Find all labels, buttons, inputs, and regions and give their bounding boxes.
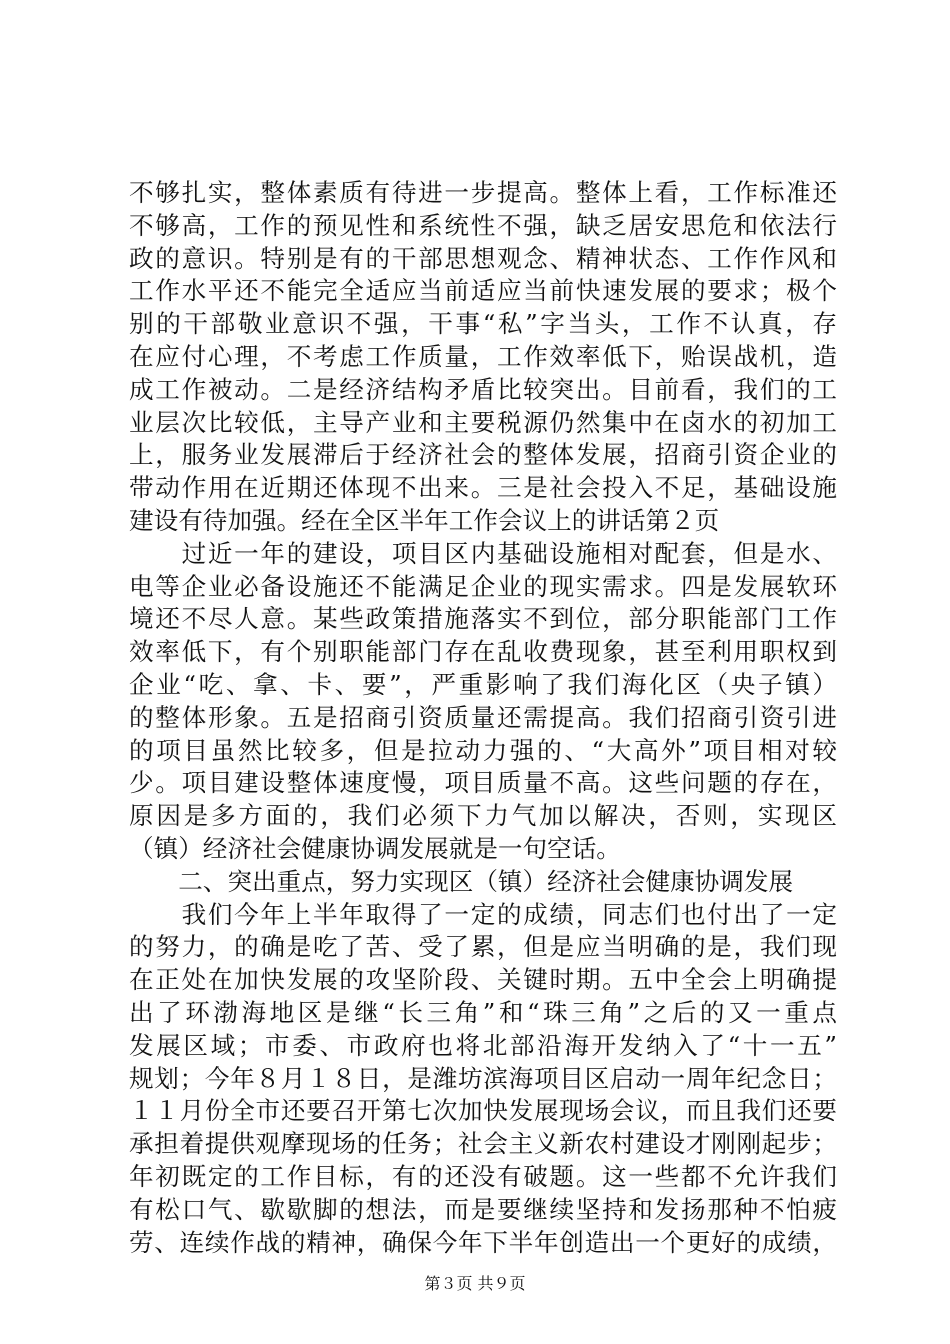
text-line: １１月份全市还要召开第七次加快发展现场会议，而且我们还要 — [129, 1096, 837, 1126]
text-line: 业层次比较低，主导产业和主要税源仍然集中在卤水的初加工 — [129, 407, 837, 437]
text-line: 劳、连续作战的精神，确保今年下半年创造出一个更好的成绩， — [129, 1227, 837, 1257]
text-line: 的努力，的确是吃了苦、受了累，但是应当明确的是，我们现 — [129, 932, 837, 962]
text-line: 少。项目建设整体速度慢，项目质量不高。这些问题的存在， — [129, 768, 837, 798]
text-line: 不够高，工作的预见性和系统性不强，缺乏居安思危和依法行 — [129, 210, 837, 240]
document-body — [129, 177, 837, 1259]
text-line: 规划；今年８月１８日，是潍坊滨海项目区启动一周年纪念日； — [129, 1063, 837, 1093]
text-line: 境还不尽人意。某些政策措施落实不到位，部分职能部门工作 — [129, 604, 837, 634]
text-line: 我们今年上半年取得了一定的成绩，同志们也付出了一定 — [129, 899, 837, 929]
text-line: 的项目虽然比较多，但是拉动力强的、“大高外”项目相对较 — [129, 735, 837, 765]
text-line: 电等企业必备设施还不能满足企业的现实需求。四是发展软环 — [129, 571, 837, 601]
text-line: 在应付心理，不考虑工作质量，工作效率低下，贻误战机，造 — [129, 341, 837, 371]
text-line: 原因是多方面的，我们必须下力气加以解决，否则，实现区 — [129, 801, 837, 831]
text-line: 发展区域；市委、市政府也将北部沿海开发纳入了“十一五” — [129, 1030, 837, 1060]
text-line: 在正处在加快发展的攻坚阶段、关键时期。五中全会上明确提 — [129, 965, 837, 995]
text-line: 别的干部敬业意识不强，干事“私”字当头，工作不认真，存 — [129, 309, 837, 339]
text-line: 建设有待加强。经在全区半年工作会议上的讲话第２页 — [129, 505, 720, 535]
page-footer: 第３页 共９页 — [424, 1274, 526, 1293]
text-line: 上，服务业发展滞后于经济社会的整体发展，招商引资企业的 — [129, 440, 837, 470]
text-line: 有松口气、歇歇脚的想法，而是要继续坚持和发扬那种不怕疲 — [129, 1194, 837, 1224]
text-line: 带动作用在近期还体现不出来。三是社会投入不足，基础设施 — [129, 473, 837, 503]
text-line: 政的意识。特别是有的干部思想观念、精神状态、工作作风和 — [129, 243, 837, 273]
text-line: 过近一年的建设，项目区内基础设施相对配套，但是水、 — [129, 538, 837, 568]
text-line: 企业“吃、拿、卡、要”，严重影响了我们海化区（央子镇） — [129, 669, 837, 699]
text-line: （镇）经济社会健康协调发展就是一句空话。 — [129, 833, 621, 863]
text-line: 出了环渤海地区是继“长三角”和“珠三角”之后的又一重点 — [129, 997, 837, 1027]
text-line: 的整体形象。五是招商引资质量还需提高。我们招商引资引进 — [129, 702, 837, 732]
text-line: 不够扎实，整体素质有待进一步提高。整体上看，工作标准还 — [129, 178, 837, 207]
text-line: 承担着提供观摩现场的任务；社会主义新农村建设才刚刚起步； — [129, 1129, 837, 1159]
text-line: 工作水平还不能完全适应当前适应当前快速发展的要求；极个 — [129, 276, 837, 306]
text-line: 二、突出重点，努力实现区（镇）经济社会健康协调发展 — [129, 866, 794, 896]
text-line: 成工作被动。二是经济结构矛盾比较突出。目前看，我们的工 — [129, 374, 837, 404]
text-line: 年初既定的工作目标，有的还没有破题。这一些都不允许我们 — [129, 1161, 837, 1191]
text-line: 效率低下，有个别职能部门存在乱收费现象，甚至利用职权到 — [129, 637, 837, 667]
